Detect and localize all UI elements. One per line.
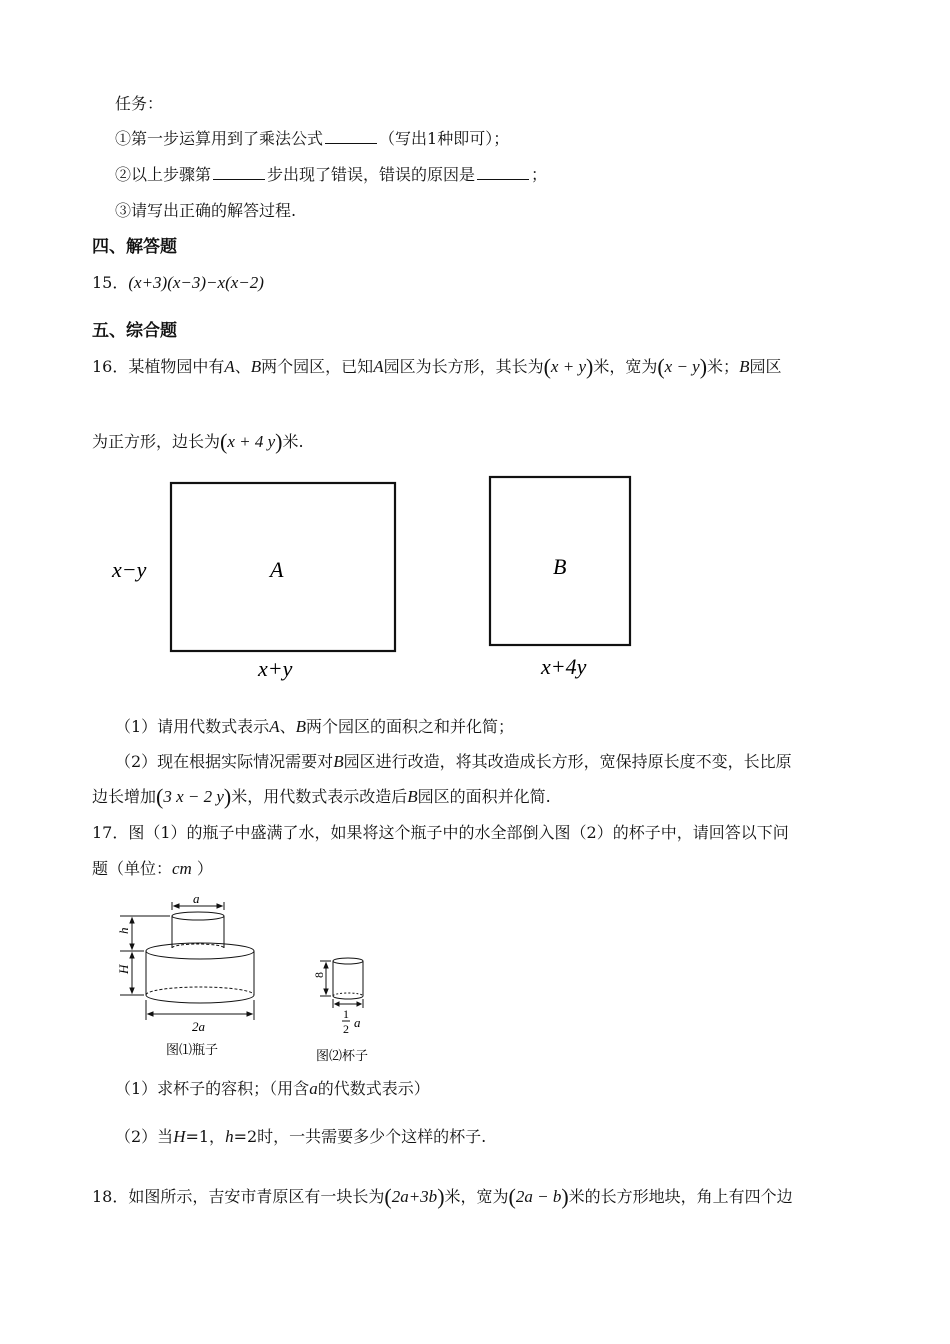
var-B: B xyxy=(250,357,262,376)
question-16-line-2 xyxy=(92,431,304,453)
task-item-2-mid: 步出现了错误，错误的原因是 xyxy=(267,165,476,184)
label-a: a xyxy=(193,891,200,906)
question-16-part-1 xyxy=(115,716,514,738)
var-h: h xyxy=(225,1127,234,1146)
question-16-line-1 xyxy=(92,356,781,378)
text: 米，用代数式表示改造后 xyxy=(231,787,408,806)
text: 、 xyxy=(279,717,296,736)
math-expression: 3 x − 2 y xyxy=(163,787,224,806)
var-A: A xyxy=(373,357,384,376)
caption-bottle: 图⑴瓶子 xyxy=(166,1042,219,1057)
answer-blank xyxy=(477,165,529,180)
math-expression: (x+3)(x−3)−x(x−2) xyxy=(128,273,264,292)
label-h: h xyxy=(116,927,131,934)
question-16-part-2 xyxy=(115,751,792,773)
math-expression: 2a+3b xyxy=(391,1187,438,1206)
var-H: H xyxy=(173,1127,186,1146)
paren: ( xyxy=(657,354,665,379)
var-B: B xyxy=(333,752,344,771)
question-15 xyxy=(92,272,264,294)
text: 两个园区的面积之和并化简； xyxy=(305,717,514,736)
caption-cup: 图⑵杯子 xyxy=(316,1048,369,1063)
text: 园区的面积并化简. xyxy=(417,787,551,806)
paren: ) xyxy=(223,784,232,809)
answer-blank xyxy=(325,129,377,144)
fraction-numerator: 1 xyxy=(343,1007,349,1021)
task-label: 任务： xyxy=(115,94,164,113)
paren: ) xyxy=(585,354,594,379)
task-item-2 xyxy=(115,164,547,186)
task-item-2-text: ②以上步骤第 xyxy=(115,165,212,184)
text: 16．某植物园中有 xyxy=(92,357,225,376)
label-x-plus-y: x+y xyxy=(258,656,293,681)
label-B: B xyxy=(553,554,567,579)
text: （2）现在根据实际情况需要对 xyxy=(115,752,334,771)
var-B: B xyxy=(739,357,750,376)
paren: ( xyxy=(384,1184,392,1209)
text: 的代数式表示） xyxy=(317,1079,430,1098)
text: （1）求杯子的容积；（用含 xyxy=(115,1079,310,1098)
paren: ( xyxy=(508,1184,516,1209)
section-title: 四、解答题 xyxy=(92,237,177,257)
math-expression: 2a − b xyxy=(515,1187,562,1206)
paren: ( xyxy=(156,784,164,809)
task-item-3: ③请写出正确的解答过程. xyxy=(115,201,297,220)
var-A: A xyxy=(269,717,280,736)
question-17-line-1: 17．图（1）的瓶子中盛满了水，如果将这个瓶子中的水全部倒入图（2）的杯子中，请回答以下问 xyxy=(92,823,789,842)
paren: ) xyxy=(275,429,283,454)
paren: ) xyxy=(561,1184,569,1209)
fraction-denominator: 2 xyxy=(343,1022,349,1036)
var-B: B xyxy=(295,717,306,736)
question-17-part-2 xyxy=(115,1126,486,1148)
label-A: A xyxy=(270,557,284,582)
text: 米，宽为 xyxy=(444,1187,509,1206)
math-expression: x + 4 y xyxy=(227,432,276,451)
var-a: a xyxy=(309,1079,318,1098)
text: 18．如图所示，吉安市青原区有一块长为 xyxy=(92,1187,385,1206)
label-2a: 2a xyxy=(192,1019,205,1034)
question-18 xyxy=(92,1186,793,1208)
unit: cm xyxy=(172,859,192,878)
text: =1， xyxy=(185,1127,226,1146)
label-H: H xyxy=(116,964,131,974)
label-x-minus-y: x−y xyxy=(112,557,147,582)
text: 米的长方形地块，角上有四个边 xyxy=(568,1187,793,1206)
text: 米. xyxy=(282,432,304,451)
text: 米； xyxy=(707,357,740,376)
question-number: 15． xyxy=(92,273,129,292)
text: （1）请用代数式表示 xyxy=(115,717,270,736)
label-a: a xyxy=(354,1015,361,1030)
question-17-line-2 xyxy=(92,858,213,880)
var-A: A xyxy=(224,357,235,376)
answer-blank xyxy=(213,165,265,180)
task-item-2-end: ； xyxy=(531,165,548,184)
question-17-part-1 xyxy=(115,1078,430,1100)
text: 园区为长方形，其长为 xyxy=(383,357,544,376)
math-expression: x − y xyxy=(664,357,700,376)
task-item-1-note: （写出1种即可）； xyxy=(379,129,510,148)
section-title: 五、综合题 xyxy=(92,321,177,341)
text: （2）当 xyxy=(115,1127,174,1146)
text: 两个园区，已知 xyxy=(261,357,374,376)
text: 题（单位： xyxy=(92,859,173,878)
text: 园区进行改造，将其改造成长方形，宽保持原长度不变，长比原 xyxy=(343,752,792,771)
paren: ) xyxy=(437,1184,445,1209)
label-x-plus-4y: x+4y xyxy=(541,654,587,679)
task-item-1 xyxy=(115,128,509,150)
bottle-figure xyxy=(108,890,408,1070)
var-B: B xyxy=(407,787,418,806)
math-expression: x + y xyxy=(550,357,586,376)
text: ） xyxy=(191,859,213,878)
paren: ( xyxy=(543,354,551,379)
task-item-1-text: ①第一步运算用到了乘法公式 xyxy=(115,129,324,148)
paren: ( xyxy=(220,429,228,454)
text: 为正方形，边长为 xyxy=(92,432,221,451)
question-16-part-2-cont xyxy=(92,786,551,808)
paren: ) xyxy=(699,354,708,379)
text: 米，宽为 xyxy=(593,357,658,376)
text: 、 xyxy=(234,357,251,376)
text: 园区 xyxy=(749,357,782,376)
text: 边长增加 xyxy=(92,787,157,806)
text: =2时，一共需要多少个这样的杯子. xyxy=(233,1127,487,1146)
label-8: 8 xyxy=(312,972,326,978)
garden-figure xyxy=(100,470,660,685)
